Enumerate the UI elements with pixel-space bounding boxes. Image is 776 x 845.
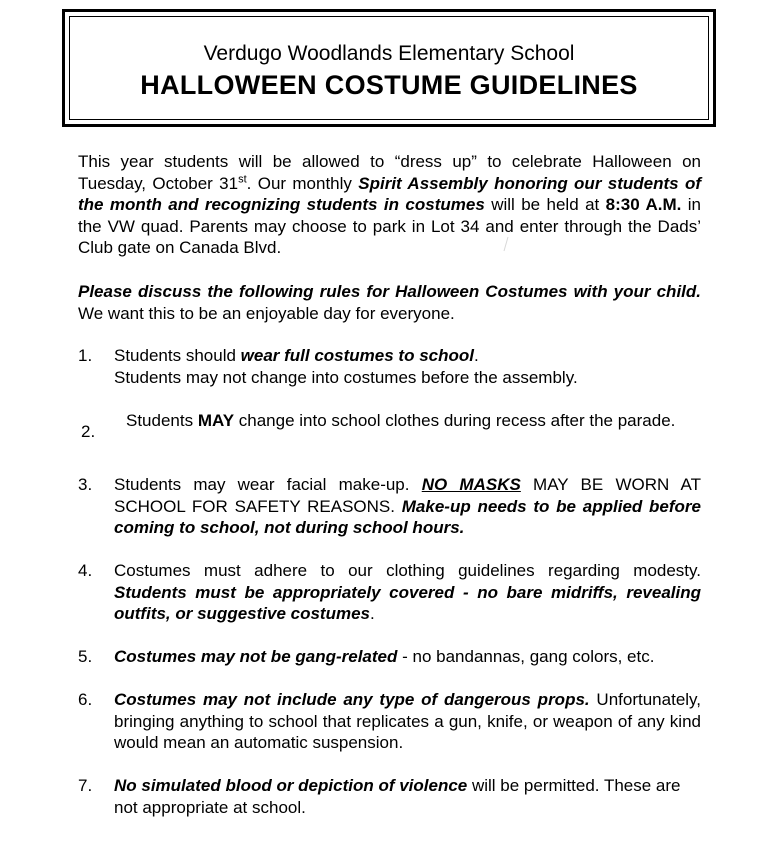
rule-number: 7. <box>78 776 93 795</box>
rule-3-no-masks: NO MASKS <box>421 475 521 494</box>
rule-2-emphasis: MAY <box>197 411 235 430</box>
rule-3-text-1: Students may wear facial make-up. <box>114 475 422 494</box>
rule-number: 4. <box>78 561 93 580</box>
rule-6-text: Unfortunately, bringing anything to school that replicates a gun, knife, or weapon of any kind would mean an automatic suspension. <box>114 690 702 753</box>
rule-7-text: will be permitted. These are not appropriate at school. <box>114 776 681 817</box>
rule-4-emphasis: Students must be appropriately covered - no bare midriffs, revealing outfits, or suggestive costumes <box>114 582 701 624</box>
discussion-text: We want this to be an enjoyable day for everyone. <box>78 303 455 323</box>
intro-text-2: . Our monthly <box>246 173 359 193</box>
rule-2 <box>78 410 701 454</box>
discussion-paragraph <box>78 281 701 324</box>
rule-text <box>114 689 701 754</box>
rule-text <box>114 474 701 539</box>
rule-7 <box>78 775 701 819</box>
intro-text-3: will be held at <box>484 195 606 215</box>
rule-number: 6. <box>78 690 93 709</box>
intro-text-1: This year students will be allowed to “dress up” to celebrate Halloween on Tuesday, October 31 <box>78 152 701 193</box>
rule-number: 1. <box>78 346 93 365</box>
header-inner-frame <box>69 16 709 120</box>
rule-7-emphasis: No simulated blood or depiction of violence <box>114 776 468 795</box>
school-name: Verdugo Woodlands Elementary School <box>203 42 575 65</box>
discussion-emphasis: Please discuss the following rules for Halloween Costumes with your child. <box>78 282 701 301</box>
rule-4 <box>78 560 701 626</box>
document-title: HALLOWEEN COSTUME GUIDELINES <box>140 70 638 100</box>
intro-time: 8:30 A.M. <box>605 195 682 215</box>
rule-1 <box>78 345 701 389</box>
rule-number: 2. <box>81 422 96 441</box>
header-box <box>62 9 716 127</box>
rule-2-text-1: Students <box>126 411 198 430</box>
rule-number: 5. <box>78 647 93 666</box>
intro-assembly-emphasis: Spirit Assembly honoring our students of the month and recognizing students in costumes <box>78 173 701 215</box>
rule-text <box>114 775 701 818</box>
rule-3 <box>78 474 701 540</box>
rule-1-emphasis: wear full costumes to school <box>240 346 474 365</box>
rule-5-emphasis: Costumes may not be gang-related <box>114 647 398 666</box>
rule-text <box>126 410 701 432</box>
rule-1-line-2: Students may not change into costumes before the assembly. <box>114 367 578 387</box>
rule-3-text-2: MAY BE WORN AT SCHOOL FOR SAFETY REASONS. <box>114 475 702 516</box>
rule-text <box>114 560 701 625</box>
intro-paragraph <box>78 151 701 259</box>
rule-text <box>114 345 701 388</box>
rule-6-emphasis: Costumes may not include any type of dangerous props. <box>114 690 590 709</box>
intro-text-4: in the VW quad. Parents may choose to park in Lot 34 and enter through the Dads’ Club gate on Canada Blvd. <box>78 195 701 258</box>
stray-slash-mark <box>503 236 509 252</box>
rule-text <box>114 646 701 668</box>
rule-number: 3. <box>78 475 93 494</box>
rule-3-emphasis: Make-up needs to be applied before coming to school, not during school hours. <box>114 496 701 538</box>
rule-5 <box>78 646 701 668</box>
rule-1-text-1: Students should <box>114 346 241 365</box>
rule-6 <box>78 689 701 755</box>
rule-5-text: - no bandannas, gang colors, etc. <box>397 647 655 666</box>
rule-4-text-1: Costumes must adhere to our clothing guidelines regarding modesty. <box>114 561 701 580</box>
intro-superscript: st <box>238 172 247 185</box>
rule-2-text-2: change into school clothes during recess after the parade. <box>234 411 676 430</box>
rule-4-text-2: . <box>370 604 375 624</box>
rule-1-text-2: . <box>473 346 479 365</box>
